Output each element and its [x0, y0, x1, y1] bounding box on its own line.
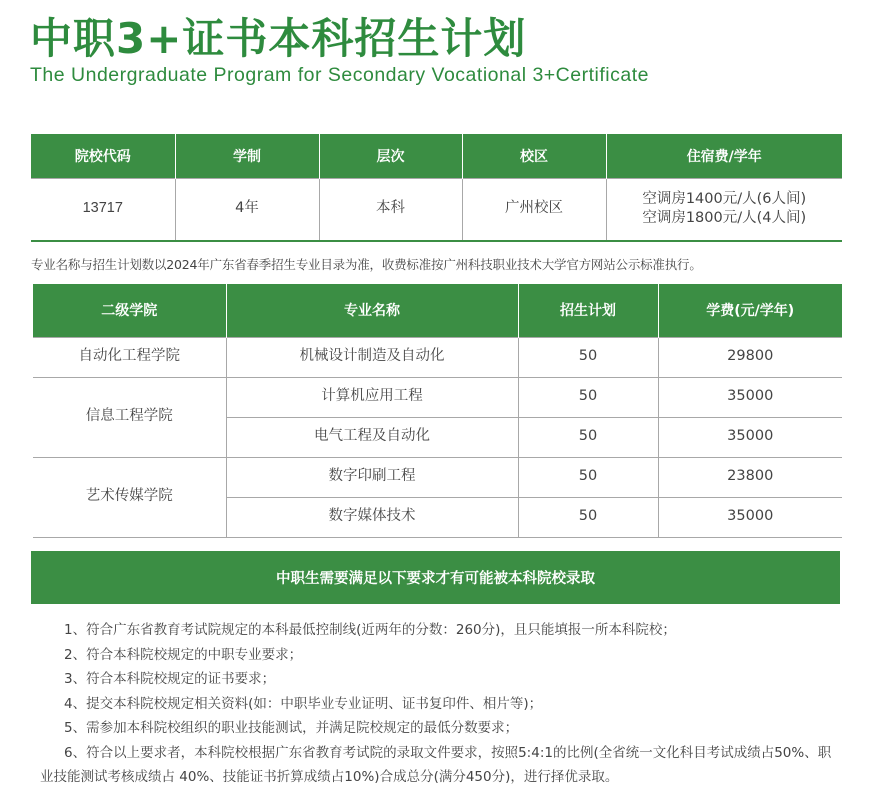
header-school-code: 院校代码	[31, 134, 175, 178]
table-header-row	[31, 134, 842, 178]
requirement-item: 4、提交本科院校规定相关资料(如：中职毕业专业证明、证书复印件、相片等)；	[64, 695, 543, 712]
requirements-list	[40, 618, 840, 790]
major-cell: 电气工程及自动化	[226, 417, 518, 457]
requirement-item: 1、符合广东省教育考试院规定的本科最低控制线(近两年的分数：260分)，且只能填报一所本科院校；	[64, 622, 676, 638]
tuition-cell: 35000	[658, 497, 842, 537]
plan-cell: 50	[518, 497, 658, 537]
header-major: 专业名称	[226, 284, 518, 337]
college-cell: 信息工程学院	[33, 377, 226, 457]
table-row	[33, 377, 842, 417]
enrollment-plan-table	[33, 284, 842, 538]
college-cell: 自动化工程学院	[33, 337, 226, 377]
page-title: 中职3+证书本科招生计划	[30, 14, 527, 63]
tuition-cell: 29800	[658, 337, 842, 377]
requirements-heading: 中职生需要满足以下要求才有可能被本科院校录取	[31, 551, 840, 604]
accommodation-fee	[606, 178, 842, 241]
header-plan: 招生计划	[518, 284, 658, 337]
header-tuition: 学费(元/学年)	[658, 284, 842, 337]
campus: 广州校区	[462, 178, 606, 241]
major-cell: 数字媒体技术	[226, 497, 518, 537]
major-cell: 计算机应用工程	[226, 377, 518, 417]
duration: 4年	[175, 178, 319, 241]
plan-cell: 50	[518, 417, 658, 457]
fee-note: 专业名称与招生计划数以2024年广东省春季招生专业目录为准，收费标准按广州科技职业技术大学官方网站公示标准执行。	[31, 257, 702, 272]
requirement-item: 3、符合本科院校规定的证书要求；	[64, 671, 276, 687]
level: 本科	[319, 178, 462, 241]
table-row	[33, 337, 842, 377]
tuition-cell: 23800	[658, 457, 842, 497]
table-row	[33, 457, 842, 497]
major-cell: 机械设计制造及自动化	[226, 337, 518, 377]
tuition-cell: 35000	[658, 417, 842, 457]
admission-info-table	[31, 134, 842, 242]
fee-line: 空调房1400元/人(6人间)	[642, 190, 807, 207]
requirement-item: 6、符合以上要求者，本科院校根据广东省教育考试院的录取文件要求，按照5:4:1的比例(全省统一文化科目考试成绩占50%、职业技能测试考核成绩占 40%、技能证书折算成绩占10%)合成总分(满分450分)，进行择优录取。	[40, 744, 832, 785]
header-duration: 学制	[175, 134, 319, 178]
school-code: 13717	[31, 178, 175, 241]
header-campus: 校区	[462, 134, 606, 178]
tuition-cell: 35000	[658, 377, 842, 417]
header-college: 二级学院	[33, 284, 226, 337]
header-level: 层次	[319, 134, 462, 178]
plan-cell: 50	[518, 337, 658, 377]
plan-cell: 50	[518, 457, 658, 497]
table-row	[31, 178, 842, 241]
header-accommodation-fee: 住宿费/学年	[606, 134, 842, 178]
fee-line: 空调房1800元/人(4人间)	[642, 210, 807, 227]
requirement-item: 5、需参加本科院校组织的职业技能测试，并满足院校规定的最低分数要求；	[64, 720, 519, 736]
requirement-item: 2、符合本科院校规定的中职专业要求；	[64, 646, 303, 663]
page-subtitle: The Undergraduate Program for Secondary Vocational 3+Certificate	[30, 64, 649, 86]
table-header-row	[33, 284, 842, 337]
plan-cell: 50	[518, 377, 658, 417]
college-cell: 艺术传媒学院	[33, 457, 226, 537]
major-cell: 数字印刷工程	[226, 457, 518, 497]
